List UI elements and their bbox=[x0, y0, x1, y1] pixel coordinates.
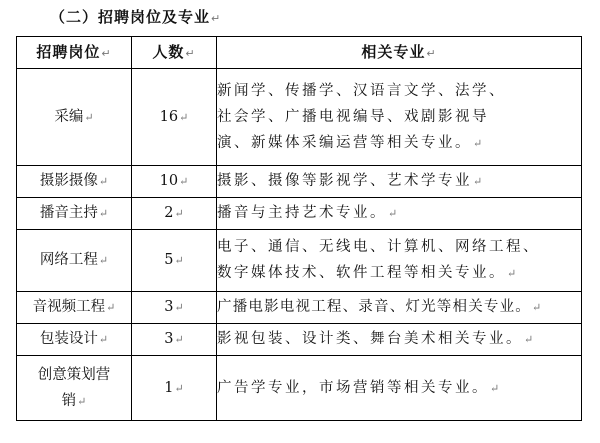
paragraph-mark-icon: ↵ bbox=[532, 301, 543, 314]
header-position: 招聘岗位↵ bbox=[17, 37, 132, 69]
position-line: 销↵ bbox=[61, 392, 87, 409]
count-cell: 3↵ bbox=[132, 292, 217, 324]
paragraph-mark-icon: ↵ bbox=[106, 301, 116, 314]
section-heading-text: （二）招聘岗位及专业 bbox=[50, 8, 211, 26]
paragraph-mark-icon: ↵ bbox=[84, 110, 94, 124]
table-row bbox=[17, 324, 582, 356]
section-heading bbox=[50, 6, 221, 27]
paragraph-mark-icon: ↵ bbox=[473, 175, 485, 188]
position-line: 创意策划营 bbox=[37, 366, 111, 383]
paragraph-mark-icon: ↵ bbox=[174, 333, 184, 346]
paragraph-mark-icon: ↵ bbox=[174, 381, 184, 395]
paragraph-mark-icon: ↵ bbox=[98, 333, 109, 346]
paragraph-mark-icon: ↵ bbox=[179, 175, 189, 188]
paragraph-mark-icon: ↵ bbox=[211, 12, 222, 25]
header-count: 人数↵ bbox=[132, 37, 217, 69]
paragraph-mark-icon: ↵ bbox=[473, 136, 485, 150]
paragraph-mark-icon: ↵ bbox=[98, 175, 109, 188]
table-row bbox=[17, 356, 582, 421]
major-cell: 播音与主持艺术专业。↵ bbox=[217, 198, 582, 230]
paragraph-mark-icon: ↵ bbox=[98, 254, 109, 267]
paragraph-mark-icon: ↵ bbox=[179, 110, 189, 124]
paragraph-mark-icon: ↵ bbox=[426, 46, 437, 60]
table-row bbox=[17, 198, 582, 230]
count-cell: 5↵ bbox=[132, 230, 217, 292]
paragraph-mark-icon: ↵ bbox=[101, 46, 112, 60]
major-cell: 影视包装、设计类、舞台美术相关专业。↵ bbox=[217, 324, 582, 356]
count-cell: 2↵ bbox=[132, 198, 217, 230]
major-cell bbox=[217, 69, 582, 166]
paragraph-mark-icon: ↵ bbox=[507, 267, 519, 280]
count-cell: 10↵ bbox=[132, 166, 217, 198]
major-line: 新闻学、传播学、汉语言文学、法学、 bbox=[217, 82, 506, 99]
header-major: 相关专业↵ bbox=[217, 37, 582, 69]
paragraph-mark-icon: ↵ bbox=[98, 207, 109, 220]
major-line: 社会学、广播电视编导、戏剧影视导 bbox=[217, 108, 489, 125]
table-row bbox=[17, 166, 582, 198]
major-line: 演、新媒体采编运营等相关专业。↵ bbox=[217, 134, 485, 151]
recruitment-table bbox=[16, 36, 582, 421]
paragraph-mark-icon: ↵ bbox=[174, 301, 184, 314]
paragraph-mark-icon: ↵ bbox=[174, 207, 184, 220]
position-cell: 音视频工程↵ bbox=[17, 292, 132, 324]
paragraph-mark-icon: ↵ bbox=[388, 207, 400, 220]
paragraph-mark-icon: ↵ bbox=[490, 381, 502, 395]
count-cell: 1↵ bbox=[132, 356, 217, 421]
position-cell: 播音主持↵ bbox=[17, 198, 132, 230]
table-row bbox=[17, 230, 582, 292]
position-cell: 网络工程↵ bbox=[17, 230, 132, 292]
paragraph-mark-icon: ↵ bbox=[77, 394, 87, 408]
major-cell: 摄影、摄像等影视学、艺术学专业↵ bbox=[217, 166, 582, 198]
paragraph-mark-icon: ↵ bbox=[524, 333, 536, 346]
major-cell bbox=[217, 230, 582, 292]
paragraph-mark-icon: ↵ bbox=[185, 46, 196, 60]
major-line: 数字媒体技术、软件工程等相关专业。↵ bbox=[217, 265, 519, 281]
count-cell: 16↵ bbox=[132, 69, 217, 166]
count-cell: 3↵ bbox=[132, 324, 217, 356]
paragraph-mark-icon: ↵ bbox=[174, 254, 184, 267]
position-cell: 摄影摄像↵ bbox=[17, 166, 132, 198]
table-header-row bbox=[17, 37, 582, 69]
major-cell: 广告学专业，市场营销等相关专业。↵ bbox=[217, 356, 582, 421]
table-row bbox=[17, 292, 582, 324]
position-cell: 包装设计↵ bbox=[17, 324, 132, 356]
table-row bbox=[17, 69, 582, 166]
major-cell: 广播电影电视工程、录音、灯光等相关专业。↵ bbox=[217, 292, 582, 324]
position-cell: 采编↵ bbox=[17, 69, 132, 166]
major-line: 电子、通信、无线电、计算机、网络工程、 bbox=[217, 239, 540, 255]
position-cell bbox=[17, 356, 132, 421]
